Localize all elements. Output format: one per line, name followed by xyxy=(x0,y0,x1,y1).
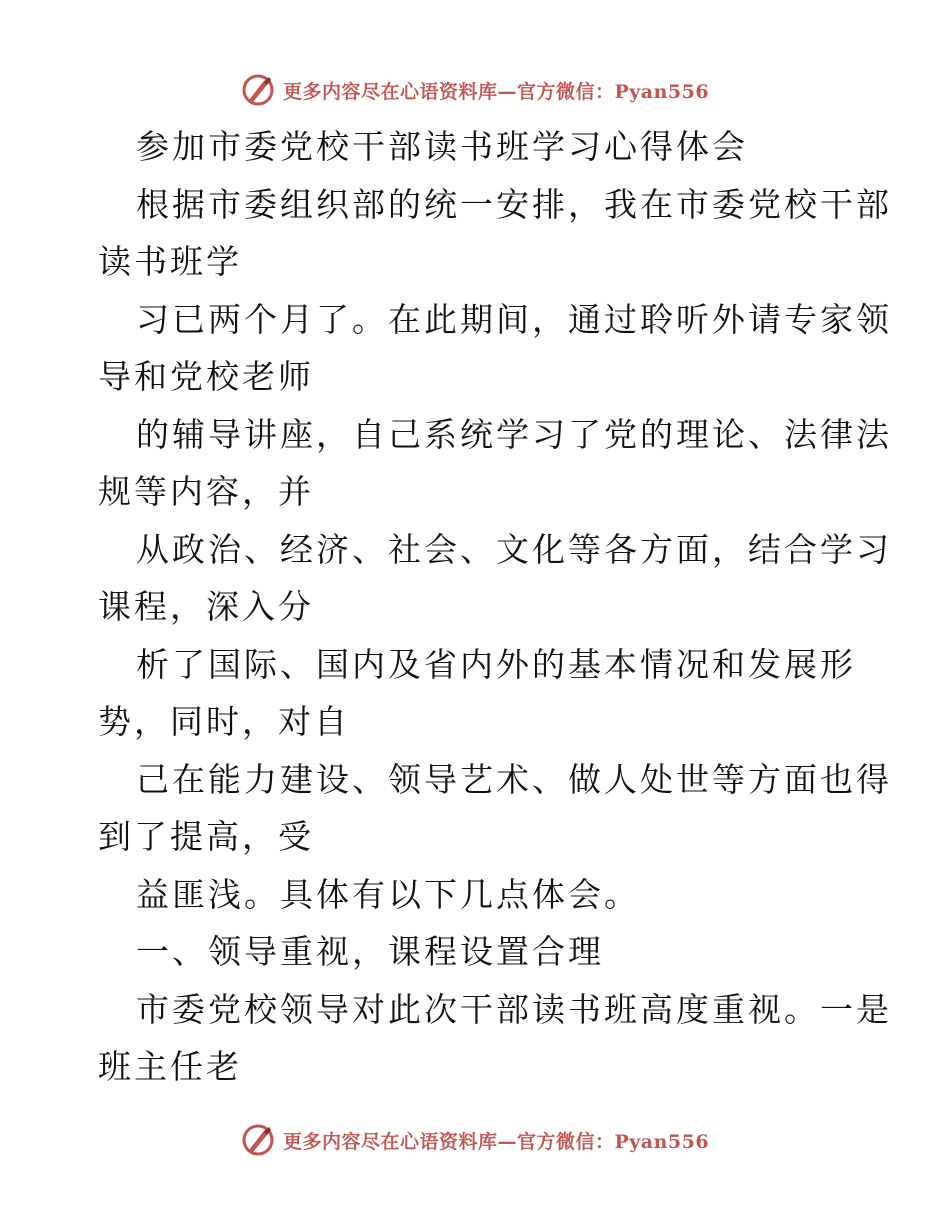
watermark-text: 更多内容尽在心语资料库—官方微信：Pyan556 xyxy=(282,80,710,103)
text-line: 读书班学 xyxy=(98,242,242,281)
text-line: 一、领导重视，课程设置合理 xyxy=(136,932,604,971)
text-line: 导和党校老师 xyxy=(98,357,314,396)
text-line: 到了提高，受 xyxy=(98,817,314,856)
text-line: 根据市委组织部的统一安排，我在市委党校干部 xyxy=(136,184,892,224)
text-line: 己在能力建设、领导艺术、做人处世等方面也得 xyxy=(136,759,892,799)
text-line: 市委党校领导对此次干部读书班高度重视。一是 xyxy=(136,989,892,1029)
text-line: 规等内容，并 xyxy=(98,472,314,511)
text-line: 的辅导讲座，自己系统学习了党的理论、法律法 xyxy=(136,414,892,454)
text-line: 参加市委党校干部读书班学习心得体会 xyxy=(136,127,748,166)
quill-pen-logo-icon xyxy=(241,1123,275,1157)
quill-pen-logo-icon xyxy=(241,73,275,107)
document-body xyxy=(98,118,892,1096)
footer-watermark xyxy=(0,1122,950,1158)
text-line: 从政治、经济、社会、文化等各方面，结合学习 xyxy=(136,529,892,569)
text-line: 析了国际、国内及省内外的基本情况和发展形 xyxy=(136,644,856,684)
text-line: 习已两个月了。在此期间，通过聆听外请专家领 xyxy=(136,299,892,339)
text-line: 益匪浅。具体有以下几点体会。 xyxy=(136,874,640,914)
text-line: 班主任老 xyxy=(98,1047,242,1086)
text-line: 势，同时，对自 xyxy=(98,702,350,741)
text-line: 课程，深入分 xyxy=(98,587,314,626)
header-watermark xyxy=(0,72,950,108)
watermark-text: 更多内容尽在心语资料库—官方微信：Pyan556 xyxy=(282,1130,710,1153)
